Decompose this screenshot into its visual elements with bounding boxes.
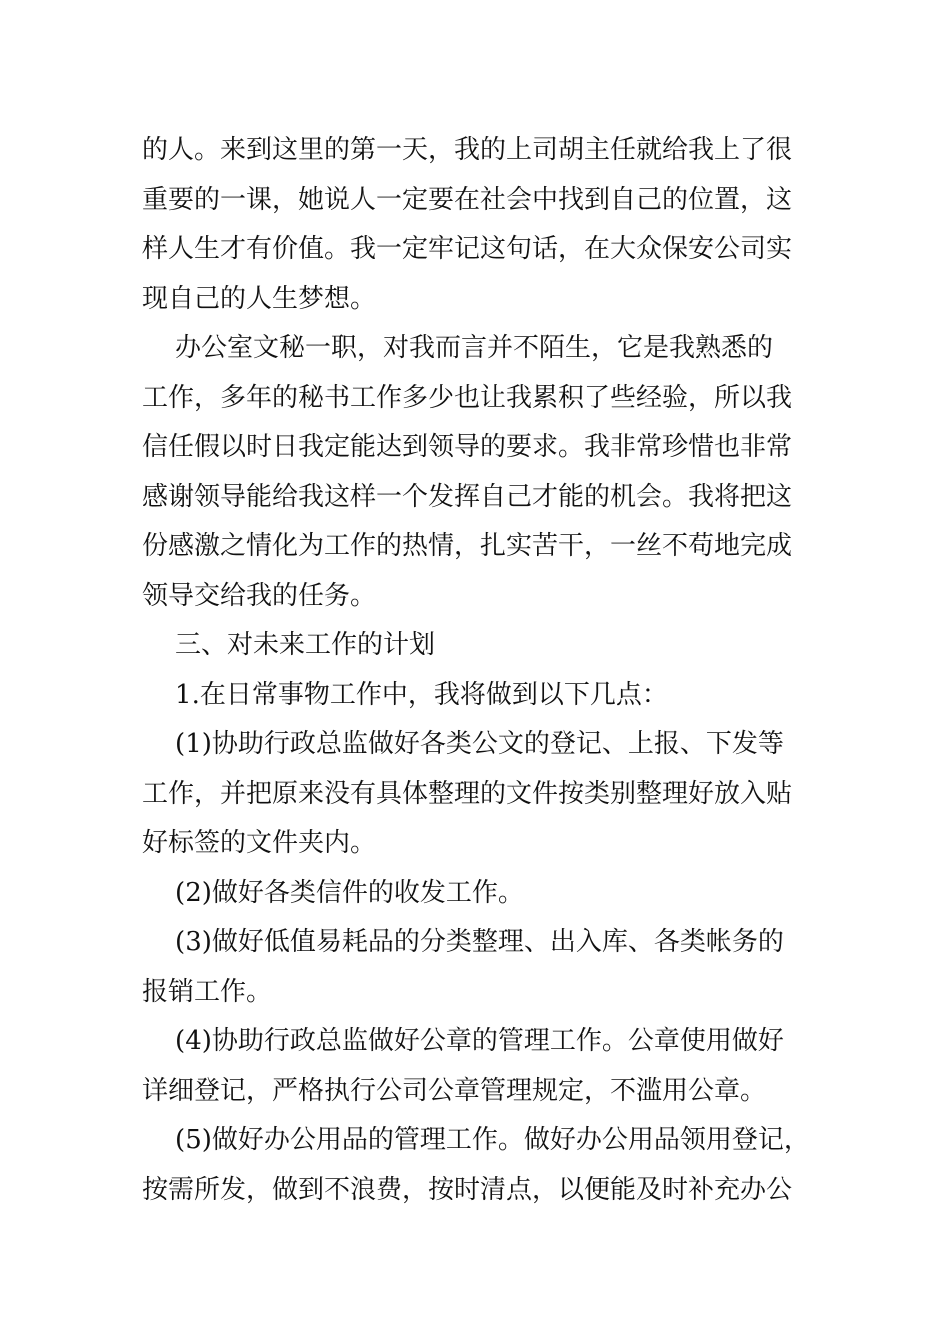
list-item: (2)做好各类信件的收发工作。 bbox=[142, 877, 524, 908]
subsection-heading: 1.在日常事物工作中，我将做到以下几点： bbox=[142, 679, 668, 710]
text-line: 好标签的文件夹内。 bbox=[142, 828, 377, 858]
list-item: (4)协助行政总监做好公章的管理工作。公章使用做好 bbox=[142, 1026, 784, 1056]
text-line: 报销工作。 bbox=[142, 976, 273, 1007]
text-line: 工作，并把原来没有具体整理的文件按类别整理好放入贴 bbox=[142, 778, 793, 809]
text-line: 信任假以时日我定能达到领导的要求。我非常珍惜也非常 bbox=[142, 432, 793, 462]
text-line: 工作，多年的秘书工作多少也让我累积了些经验，所以我 bbox=[142, 382, 793, 413]
text-line: 样人生才有价值。我一定牢记这句话，在大众保安公司实 bbox=[142, 234, 793, 264]
section-heading: 三、对未来工作的计划 bbox=[142, 630, 436, 660]
list-item: (1)协助行政总监做好各类公文的登记、上报、下发等 bbox=[142, 729, 784, 759]
document-body bbox=[142, 126, 832, 1215]
list-item: (5)做好办公用品的管理工作。做好办公用品领用登记， bbox=[142, 1125, 810, 1155]
text-line: 的人。来到这里的第一天，我的上司胡主任就给我上了很 bbox=[142, 135, 793, 165]
text-line: 详细登记，严格执行公司公章管理规定，不滥用公章。 bbox=[142, 1075, 767, 1106]
text-line: 现自己的人生梦想。 bbox=[142, 283, 377, 314]
list-item: (3)做好低值易耗品的分类整理、出入库、各类帐务的 bbox=[142, 927, 784, 957]
text-line: 份感激之情化为工作的热情，扎实苦干，一丝不苟地完成 bbox=[142, 531, 793, 561]
text-line: 办公室文秘一职，对我而言并不陌生，它是我熟悉的 bbox=[142, 333, 774, 363]
text-line: 按需所发，做到不浪费，按时清点，以便能及时补充办公 bbox=[142, 1174, 793, 1205]
text-line: 感谢领导能给我这样一个发挥自己才能的机会。我将把这 bbox=[142, 481, 793, 512]
text-line: 领导交给我的任务。 bbox=[142, 580, 377, 611]
text-line: 重要的一课，她说人一定要在社会中找到自己的位置，这 bbox=[142, 184, 793, 215]
